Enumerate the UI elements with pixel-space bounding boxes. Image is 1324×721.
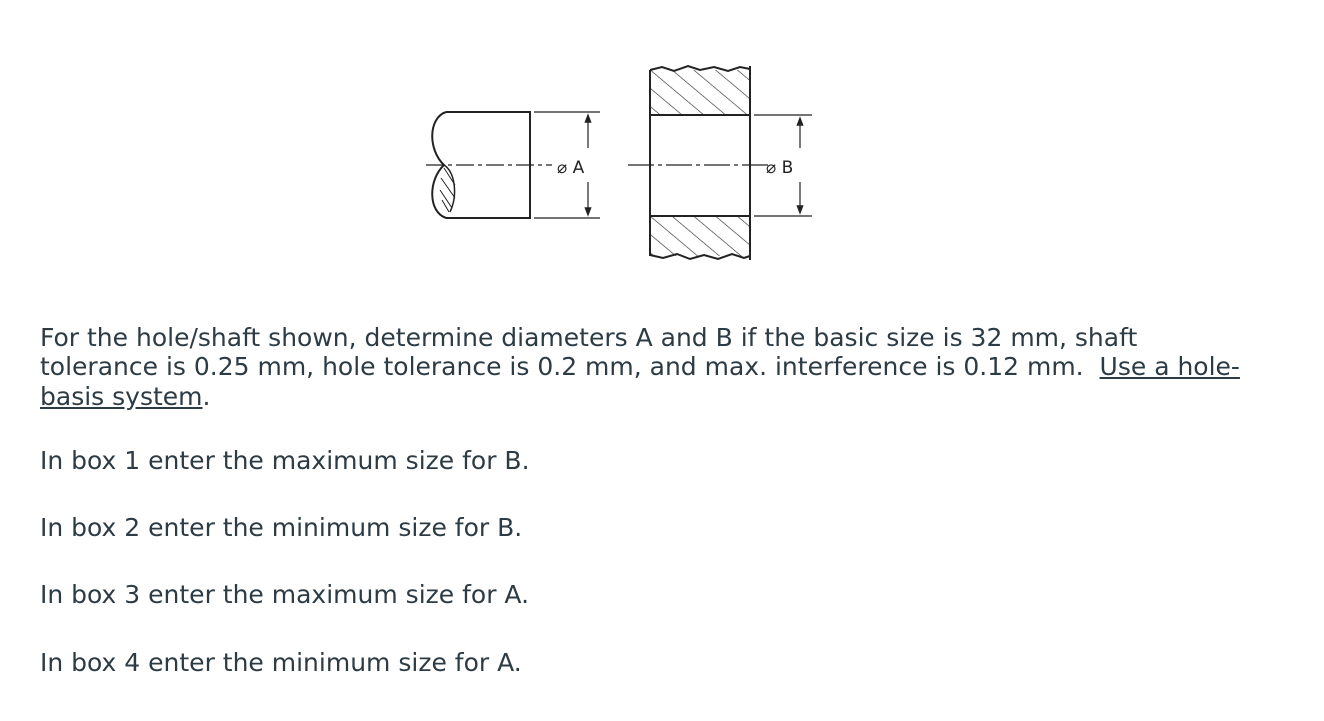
box-1-instruction: In box 1 enter the maximum size for B. — [40, 445, 530, 475]
hole-shaft-drawing — [0, 0, 1324, 300]
box-4-instruction: In box 4 enter the minimum size for A. — [40, 647, 522, 677]
hole-basis-emphasis: Use a hole-basis system — [40, 352, 1240, 411]
hole-drawing — [650, 66, 750, 260]
box-3-instruction: In box 3 enter the maximum size for A. — [40, 580, 530, 610]
question-intro-text: For the hole/shaft shown, determine diameters A and B if the basic size is 32 mm, shaft tolerance is 0.25 mm, hole tolerance is 0.2 mm, and max. interference is 0.12 mm. — [40, 323, 1138, 382]
shaft-dimension-label: ⌀ A — [557, 158, 585, 178]
emphasis-suffix: . — [202, 381, 211, 411]
hole-dimension-label: ⌀ B — [766, 158, 794, 178]
box-2-instruction: In box 2 enter the minimum size for B. — [40, 513, 523, 542]
question-intro — [40, 323, 1240, 411]
question-text — [40, 323, 1240, 677]
